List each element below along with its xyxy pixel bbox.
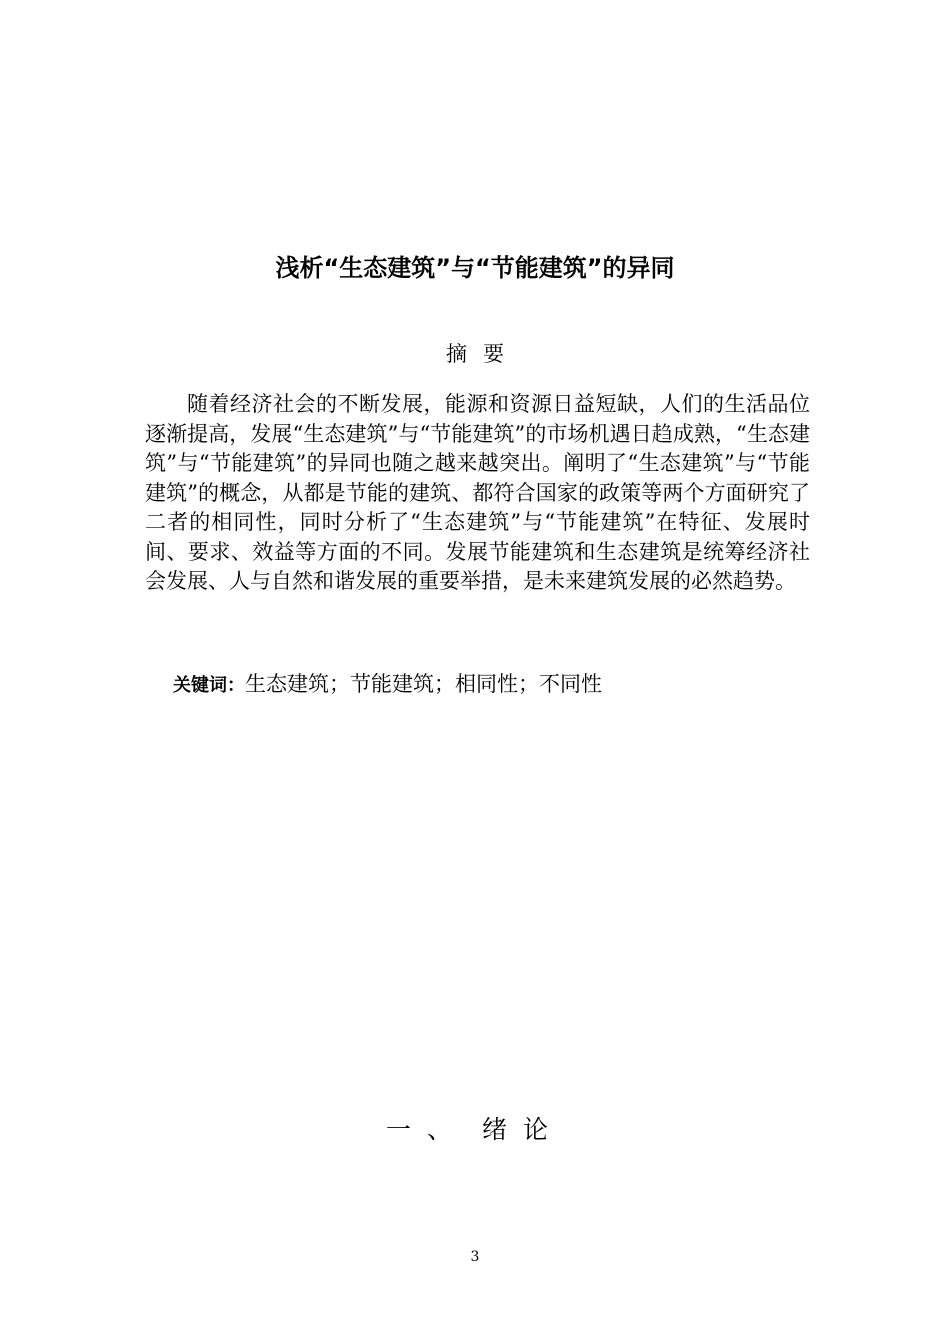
abstract-heading: 摘要 xyxy=(446,342,520,366)
paper-title: 浅析“生态建筑”与“节能建筑”的异同 xyxy=(275,254,675,282)
section-heading xyxy=(0,1112,950,1148)
keywords-line xyxy=(173,669,602,701)
section-title: 绪论 xyxy=(481,1115,564,1144)
keywords-label: 关键词： xyxy=(173,675,245,696)
section-number: 一、 xyxy=(386,1115,469,1144)
page-number: 3 xyxy=(470,1249,480,1265)
keywords-list: 生态建筑；节能建筑；相同性；不同性 xyxy=(245,672,602,696)
abstract-body: 随着经济社会的不断发展，能源和资源日益短缺，人们的生活品位逐渐提高，发展“生态建筑”与“节能建筑”的市场机遇日趋成熟，“生态建筑”与“节能建筑”的异同也随之越来越突出。阐明了“生态建筑”与“节能建筑”的概念，从都是节能的建筑、都符合国家的政策等两个方面研究了二者的相同性，同时分析了“生态建筑”与“节能建筑”在特征、发展时间、要求、效益等方面的不同。发展节能建筑和生态建筑是统筹经济社会发展、人与自然和谐发展的重要举措，是未来建筑发展的必然趋势。 xyxy=(145,392,810,593)
